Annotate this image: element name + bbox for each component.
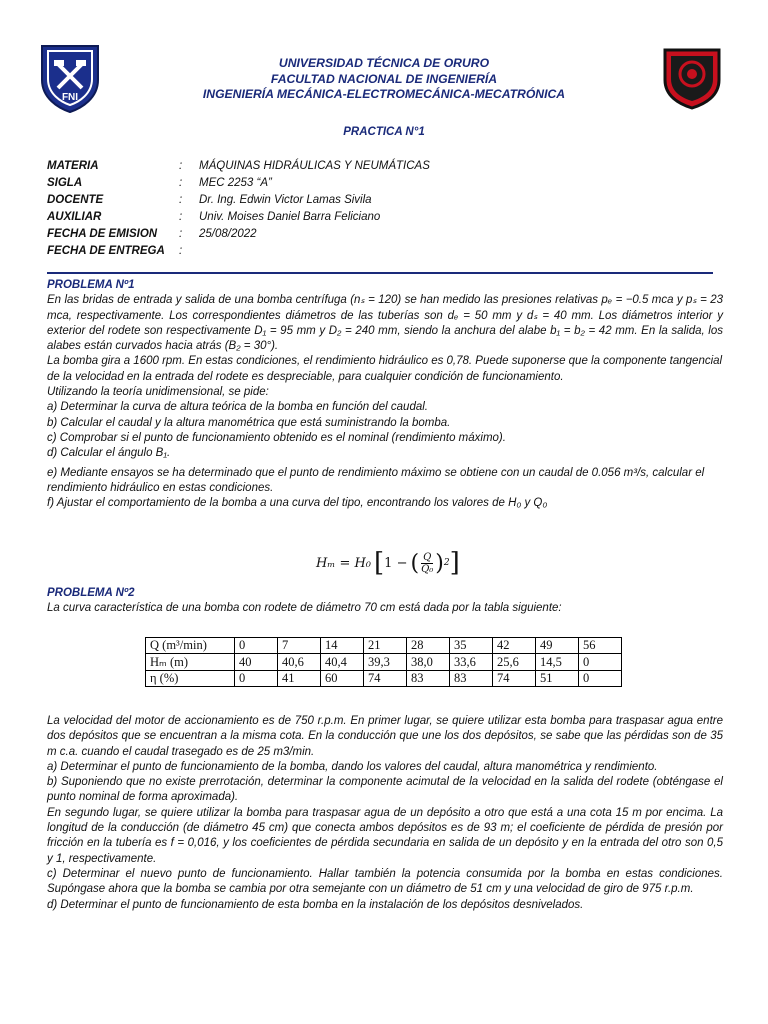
- table-cell: 83: [450, 671, 493, 687]
- table-cell: 60: [321, 671, 364, 687]
- info-value: MÁQUINAS HIDRÁULICAS Y NEUMÁTICAS: [199, 160, 430, 172]
- info-key: DOCENTE: [47, 193, 104, 206]
- info-row: SIGLA : MEC 2253 “A”: [47, 175, 430, 192]
- formula-fraction: [421, 552, 433, 575]
- info-value: Univ. Moises Daniel Barra Feliciano: [199, 210, 381, 223]
- table-cell: 25,6: [493, 654, 536, 671]
- table-cell: 0: [235, 671, 278, 687]
- problem-1-intro: En las bridas de entrada y salida de una bomba centrífuga (nₛ = 120) se han medido las presiones relativas pₑ = −0.5 mca y pₛ = 23 mca, respectivamente. Los correspondientes diámetros de las tuberías son dₑ = 50 mm y dₛ = 40 mm. Los diámetros interior y exterior del rodete son respectivamente D₁ = 95 mm y D₂ = 240 mm, siendo la anchura del alabe b₁ = b₂ = 42 mm. En la salida, los alabes están curvados hacia atrás (B₂ = 30°).: [47, 294, 723, 353]
- table-cell: 28: [407, 638, 450, 654]
- table-cell: 39,3: [364, 654, 407, 671]
- info-key: SIGLA: [47, 176, 83, 189]
- info-key: FECHA DE ENTREGA: [47, 244, 165, 257]
- table-row: [146, 671, 622, 687]
- university-name: UNIVERSIDAD TÉCNICA DE ORURO: [278, 56, 490, 70]
- problem-1-title: PROBLEMA Nº1: [47, 279, 135, 291]
- formula-numerator: Q: [423, 551, 432, 563]
- problem-1-text: La bomba gira a 1600 rpm. En estas condiciones, el rendimiento hidráulico es 0,78. Puede suponerse que la componente tangencial de la velocidad en la entrada del rodete es despreciable, para cualquier condición de funcionamiento.: [47, 355, 723, 383]
- table-cell: 41: [278, 671, 321, 687]
- problem-2-header: [47, 586, 723, 617]
- table-cell: 35: [450, 638, 493, 654]
- problem-1-item-c: c) Comprobar si el punto de funcionamiento obtenido es el nominal (rendimiento máximo).: [47, 431, 506, 444]
- problem-2-body: [47, 714, 723, 913]
- info-value: 25/08/2022: [199, 227, 257, 240]
- table-row: [146, 638, 622, 654]
- problem-2-item-d: d) Determinar el punto de funcionamiento de esta bomba en la instalación de los depósitos desnivelados.: [47, 898, 584, 911]
- table-cell: 42: [493, 638, 536, 654]
- problem-2-title: PROBLEMA Nº2: [47, 587, 135, 599]
- table-cell: 0: [579, 654, 622, 671]
- table-cell: 40,6: [278, 654, 321, 671]
- department-name: INGENIERÍA MECÁNICA-ELECTROMECÁNICA-MECATRÓNICA: [202, 87, 566, 101]
- pump-characteristic-table: [145, 637, 622, 687]
- course-info: [47, 158, 430, 259]
- table-cell: 38,0: [407, 654, 450, 671]
- table-cell: 40: [235, 654, 278, 671]
- table-cell: 33,6: [450, 654, 493, 671]
- table-cell: 14: [321, 638, 364, 654]
- row-label: η (%): [146, 671, 235, 687]
- info-row: MATERIA : MÁQUINAS HIDRÁULICAS Y NEUMÁTICAS: [47, 158, 430, 175]
- info-row: FECHA DE EMISION : 25/08/2022: [47, 226, 430, 243]
- problem-1-item-b: b) Calcular el caudal y la altura manométrica que está suministrando la bomba.: [47, 416, 451, 429]
- problem-1-item-f: f) Ajustar el comportamiento de la bomba a una curva del tipo, encontrando los valores de H₀ y Q₀: [47, 497, 548, 510]
- problem-1-text: Utilizando la teoría unidimensional, se pide:: [47, 386, 269, 399]
- problem-2-text: La velocidad del motor de accionamiento es de 750 r.p.m. En primer lugar, se quiere utilizar esta bomba para traspasar agua entre dos depósitos que se encuentran a la misma cota. En la conducción que une los dos depósitos, se sabe que las pérdidas son de 35 m c.a. cuando el caudal trasegado es de 25 m3/min.: [47, 715, 723, 758]
- problem-2-intro: La curva característica de una bomba con rodete de diámetro 70 cm está dada por la tabla siguiente:: [47, 602, 562, 615]
- problem-2-item-b: b) Suponiendo que no existe prerrotación, determinar la componente acimutal de la velocidad en la salida del rodete (obténgase el punto nominal de forma aproximada).: [47, 776, 723, 804]
- table-row: [146, 654, 622, 671]
- info-key: FECHA DE EMISION: [47, 227, 158, 240]
- institution-header: [0, 56, 768, 103]
- logo-left-text: FNI: [61, 92, 79, 103]
- info-value: MEC 2253 “A”: [199, 176, 272, 189]
- faculty-name: FACULTAD NACIONAL DE INGENIERÍA: [270, 71, 498, 86]
- table-cell: 21: [364, 638, 407, 654]
- problem-2-text: En segundo lugar, se quiere utilizar la bomba para traspasar agua de un depósito a otro que está a una cota 15 m por encima. La longitud de la conducción (de diámetro 45 cm) que conecta ambos depósitos es de 93 m; el coeficiente de pérdida de presión por fricción en la tubería es f = 0,016, y los coeficientes de pérdida secundaria en salida de un depósito y en la entrada del otro son 0,5 y 1, respectivamente.: [47, 806, 723, 865]
- table-cell: 49: [536, 638, 579, 654]
- table-cell: 74: [493, 671, 536, 687]
- problem-1-item-d: d) Calcular el ángulo B₁.: [47, 447, 171, 460]
- info-key: AUXILIAR: [47, 210, 102, 223]
- table-cell: 7: [278, 638, 321, 654]
- table-cell: 56: [579, 638, 622, 654]
- problem-1-item-e: e) Mediante ensayos se ha determinado que el punto de rendimiento máximo se obtiene con un caudal de 0.056 m³/s, calcular el rendimiento hidráulico en estas condiciones.: [47, 466, 705, 494]
- problem-2-item-a: a) Determinar el punto de funcionamiento de la bomba, dando los valores del caudal, altura manométrica y rendimiento.: [47, 760, 658, 773]
- info-row: DOCENTE : Dr. Ing. Edwin Victor Lamas Sivila: [47, 192, 430, 209]
- info-row: FECHA DE ENTREGA :: [47, 243, 430, 260]
- info-row: AUXILIAR : Univ. Moises Daniel Barra Feliciano: [47, 209, 430, 226]
- table-cell: 83: [407, 671, 450, 687]
- divider: [47, 272, 713, 274]
- table-cell: 40,4: [321, 654, 364, 671]
- pump-curve-formula: Hₘ = H₀ [ 1 − ( $\frac{Q}{\text{Q₀}}$ ) 2 ]: [316, 548, 460, 578]
- table-cell: 0: [579, 671, 622, 687]
- info-key: MATERIA: [47, 160, 99, 172]
- problem-2-item-c: c) Determinar el nuevo punto de funcionamiento. Hallar también la potencia consumida por la bomba en estas condiciones. Supóngase ahora que la bomba se cambia por otra semejante con un diámetro de 51 cm y una velocidad de giro de 975 r.p.m.: [47, 867, 723, 896]
- table-cell: 0: [235, 638, 278, 654]
- table-cell: 74: [364, 671, 407, 687]
- formula-lhs: Hₘ = H₀: [316, 555, 372, 571]
- info-value: Dr. Ing. Edwin Victor Lamas Sivila: [199, 193, 372, 206]
- row-label: Q (m³/min): [146, 638, 235, 654]
- table-cell: 14,5: [536, 654, 579, 671]
- practice-title: PRACTICA N°1: [343, 126, 425, 138]
- table-cell: 51: [536, 671, 579, 687]
- problem-1-item-a: a) Determinar la curva de altura teórica de la bomba en función del caudal.: [47, 401, 428, 414]
- formula-denominator: Q₀: [421, 563, 434, 575]
- row-label: Hₘ (m): [146, 654, 235, 671]
- problem-1: [47, 278, 723, 511]
